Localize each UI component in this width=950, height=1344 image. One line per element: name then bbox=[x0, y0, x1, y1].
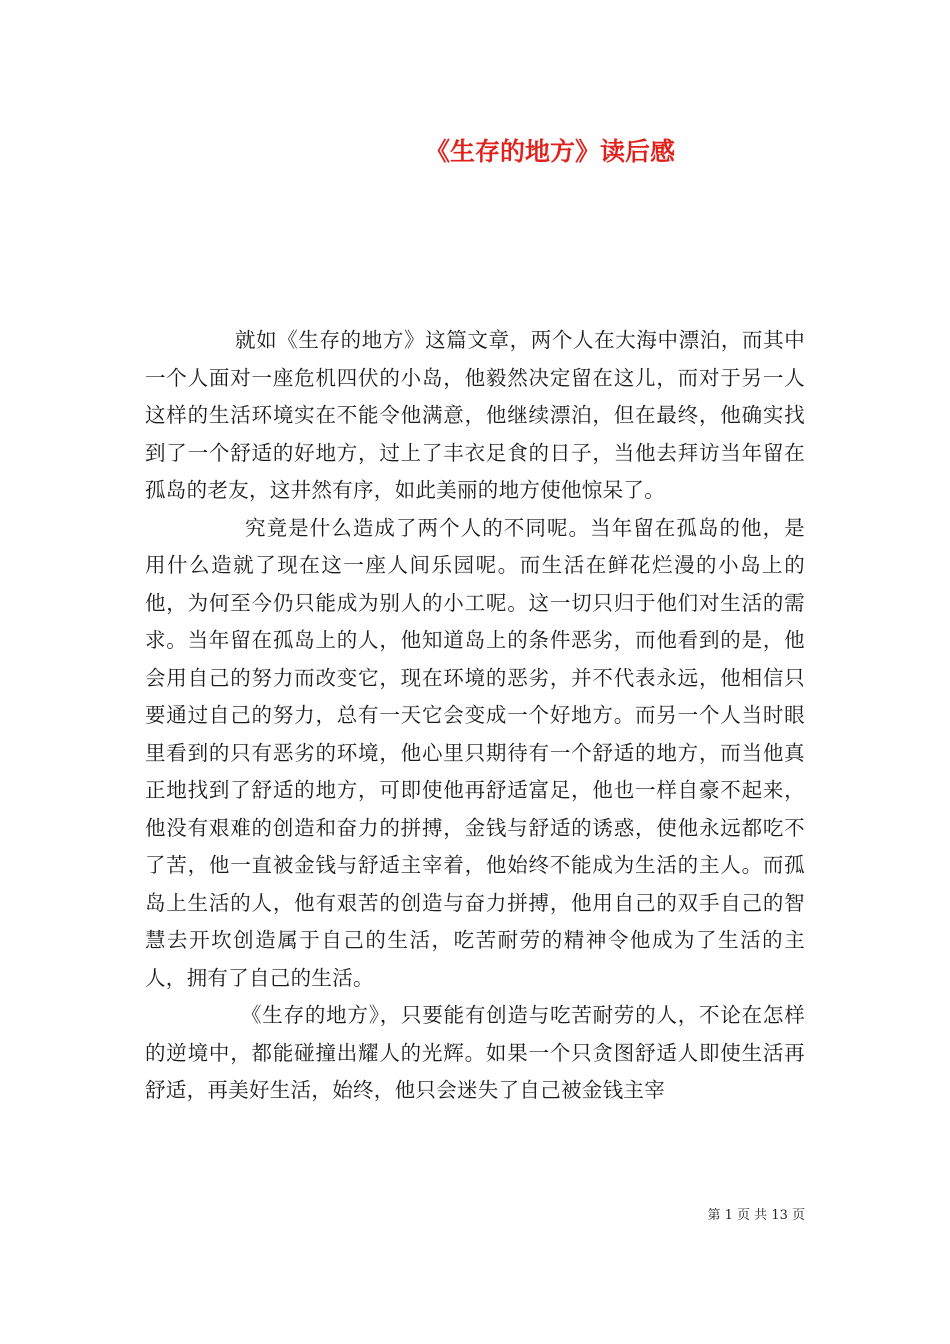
document-body bbox=[145, 322, 805, 1110]
paragraph-3: 《生存的地方》，只要能有创造与吃苦耐劳的人，不论在怎样的逆境中，都能碰撞出耀人的光辉。如果一个只贪图舒适人即使生活再舒适，再美好生活，始终，他只会迷失了自己被金钱主宰 bbox=[145, 1003, 805, 1102]
page-number-footer: 第 1 页 共 13 页 bbox=[707, 1208, 805, 1223]
paragraph-2: 究竟是什么造成了两个人的不同呢。当年留在孤岛的他，是用什么造就了现在这一座人间乐园呢。而生活在鲜花烂漫的小岛上的他，为何至今仍只能成为别人的小工呢。这一切只归于他们对生活的需求。当年留在孤岛上的人，他知道岛上的条件恶劣，而他看到的是，他会用自己的努力而改变它，现在环境的恶劣，并不代表永远，他相信只要通过自己的努力，总有一天它会变成一个好地方。而另一个人当时眼里看到的只有恶劣的环境，他心里只期待有一个舒适的地方，而当他真正地找到了舒适的地方，可即使他再舒适富足，他也一样自豪不起来，他没有艰难的创造和奋力的拼搏，金钱与舒适的诱惑，使他永远都吃不了苦，他一直被金钱与舒适主宰着，他始终不能成为生活的主人。而孤岛上生活的人，他有艰苦的创造与奋力拼搏，他用自己的双手自己的智慧去开坎创造属于自己的生活，吃苦耐劳的精神令他成为了生活的主人，拥有了自己的生活。 bbox=[145, 515, 805, 990]
document-title: 《生存的地方》读后感 bbox=[424, 137, 675, 166]
paragraph-1: 就如《生存的地方》这篇文章，两个人在大海中漂泊，而其中一个人面对一座危机四伏的小岛，他毅然决定留在这儿，而对于另一人这样的生活环境实在不能令他满意，他继续漂泊，但在最终，他确实找到了一个舒适的好地方，过上了丰衣足食的日子，当他去拜访当年留在孤岛的老友，这井然有序，如此美丽的地方使他惊呆了。 bbox=[145, 328, 805, 502]
